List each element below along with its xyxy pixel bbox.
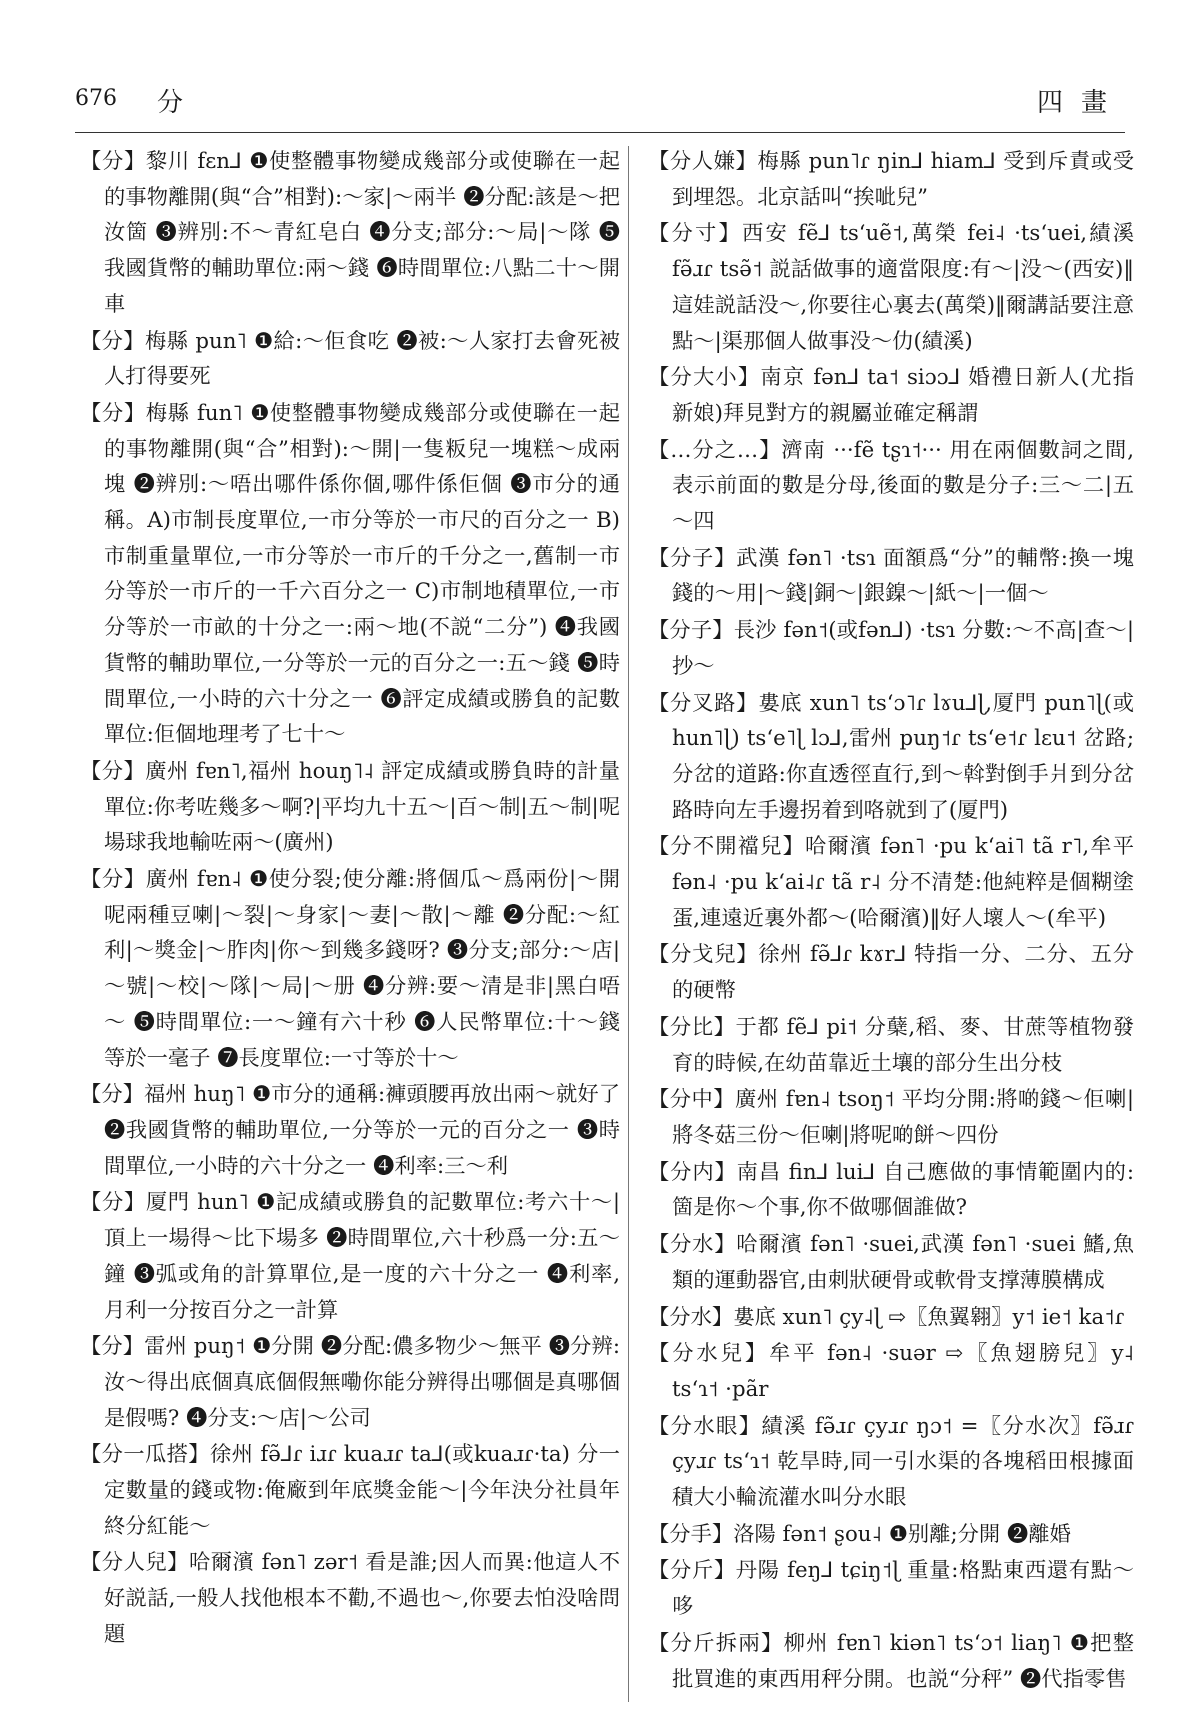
dictionary-entry: 【分水眼】績溪 fə̃ɹɾ çyɹɾ ŋɔ˦ =〖分水次〗fə̃ɹɾ çyɹɾ tsʻɿ˦ 乾旱時,同一引水渠的各塊稻田根據面積大小輪流灌水叫分水眼 <box>648 1413 1134 1511</box>
dictionary-entry: 【分人兒】哈爾濱 fən˥ zər˦ 看是誰;因人而異:他這人不好説話,一般人找他根本不勸,不過也～,你要去怕没啥問題 <box>80 1550 620 1647</box>
page-number: 676 <box>75 86 117 111</box>
dictionary-entry: 【分内】南昌 fin⅃ lui⅃ 自己應做的事情範圍内的:箇是你～个事,你不做哪個誰做? <box>648 1159 1134 1221</box>
dictionary-entry: 【分】梅縣 fun˥ ❶使整體事物變成幾部分或使聯在一起的事物離開(與“合”相對):～開|一隻粄兒一塊糕～成兩塊 ❷辨別:～唔出哪件係你個,哪件係佢個 ❸市分的通稱。A)市制長度單位,一市分等於一市尺的百分之一 B)市制重量單位,一市分等於一市斤的千分之一,舊制一市分等於一市斤的一千六百分之一 C)市制地積單位,一市分等於一市畝的十分之一:兩～地(不説“二分”) ❹我國貨幣的輔助單位,一分等於一元的百分之一:五～錢 ❺時間單位,一小時的六十分之一 ❻評定成績或勝負的記數單位:佢個地理考了七十～ <box>80 400 620 748</box>
dictionary-entry: 【分手】洛陽 fən˦ ʂou˨ ❶别離;分開 ❷離婚 <box>648 1521 1071 1547</box>
right-column <box>648 144 1134 1698</box>
dictionary-entry: 【分】黎川 fɛn⅃ ❶使整體事物變成幾部分或使聯在一起的事物離開(與“合”相對):～家|～兩半 ❷分配:該是～把汝箇 ❸辨別:不～青紅皂白 ❹分支;部分:～局|～隊 ❺我國貨幣的輔助單位:兩～錢 ❻時間單位:八點二十～開車 <box>80 149 620 317</box>
dictionary-entry: 【分人嫌】梅縣 pun˥ɾ ŋin⅃ hiam⅃ 受到斥責或受到埋怨。北京話叫“挨呲兒” <box>648 149 1134 210</box>
dictionary-entry: 【分子】長沙 fən˦(或fən⅃) ·tsɿ 分數:～不高|查～|抄～ <box>648 618 1134 679</box>
dictionary-entry: 【分不開襠兒】哈爾濱 fən˥ ·pu kʻai˥ tã r˥,牟平 fən˨ ·pu kʻai˨ɾ tã r˨ 分不清楚:他純粹是個糊塗蛋,連遠近裏外都～(哈爾濱)‖好人壞人～(牟平) <box>648 834 1134 931</box>
column-divider <box>628 146 629 1702</box>
dictionary-entry: 【分大小】南京 fən⅃ ta˦ siɔɔ⅃ 婚禮日新人(尤指新娘)拜見對方的親屬並確定稱謂 <box>648 365 1134 426</box>
dictionary-entry: 【分】福州 huŋ˥ ❶市分的通稱:褲頭腰再放出兩～就好了 ❷我國貨幣的輔助單位,一分等於一元的百分之一 ❸時間單位,一小時的六十分之一 ❹利率:三～利 <box>80 1082 620 1179</box>
dictionary-entry: 【分戈兒】徐州 fə̃⅃ɾ kɤr⅃ 特指一分、二分、五分的硬幣 <box>648 942 1134 1004</box>
dictionary-entry: 【分水】哈爾濱 fən˥ ·suei,武漢 fən˥ ·suei 鰭,魚類的運動器官,由刺狀硬骨或軟骨支撑薄膜構成 <box>648 1232 1134 1293</box>
dictionary-entry: 【分】廣州 fɐn˨ ❶使分裂;使分離:將個瓜～爲兩份|～開呢兩種豆喇|～裂|～身家|～妻|～散|～離 ❷分配:～紅利|～獎金|～胙肉|你～到幾多錢呀? ❸分支;部分:～店|～號|～校|～隊|～局|～册 ❹分辨:要～清是非|黑白唔～ ❺時間單位:一～鐘有六十秒 ❻人民幣單位:十～錢等於一毫子 ❼長度單位:一寸等於十～ <box>80 867 620 1071</box>
left-column <box>80 144 620 1654</box>
dictionary-entry: 【分比】于都 fẽ⅃ pi˦ 分蘖,稻、麥、甘蔗等植物發育的時候,在幼苗靠近土壤的部分生出分枝 <box>648 1014 1134 1076</box>
dictionary-entry: 【分水】婁底 xun˥ çy˨ɭ ⇨〖魚翼翱〗y˦ ie˦ ka˦ɾ <box>648 1304 1125 1330</box>
dictionary-entry: 【分】厦門 hun˥ ❶記成績或勝負的記數單位:考六十～|頂上一場得～比下場多 ❷時間單位,六十秒爲一分:五～鐘 ❸弧或角的計算單位,是一度的六十分之一 ❹利率,月利一分按百分之一計算 <box>80 1190 620 1323</box>
header-rule <box>75 132 1125 133</box>
dictionary-entry: 【分】雷州 puŋ˦ ❶分開 ❷分配:儂多物少～無平 ❸分辨:汝～得出底個真底個假無嘞你能分辨得出哪個是真哪個是假嗎? ❹分支:～店|～公司 <box>80 1334 620 1431</box>
dictionary-entry: 【分】廣州 fɐn˥,福州 houŋ˥˨ 評定成績或勝負時的計量單位:你考咗幾多～啊?|平均九十五～|百～制|五～制|呢場球我地輸咗兩～(廣州) <box>80 758 620 856</box>
dictionary-entry: 【分】梅縣 pun˥ ❶給:～佢食吃 ❷被:～人家打去會死被人打得要死 <box>80 328 620 390</box>
dictionary-entry: 【分叉路】婁底 xun˥ tsʻɔ˥ɾ lɤu⅃ɭ,厦門 pun˥ɭ(或hun˥ɭ) tsʻe˥ɭ lɔ⅃,雷州 puŋ˦ɾ tsʻe˦ɾ lɛu˦ 岔路;分岔的道路:你直透徑直行,到～斡對倒手爿到分岔路時向左手邊拐着到咯就到了(厦門) <box>648 690 1134 823</box>
dictionary-entry: 【分中】廣州 fɐn˨ tsoŋ˦ 平均分開:將啲錢～佢喇|將冬菇三份～佢喇|將呢啲餅～四份 <box>648 1087 1134 1148</box>
dictionary-entry: 【分一瓜搭】徐州 fə̃⅃ɾ iɹɾ kuaɹɾ ta⅃(或kuaɹɾ·ta) 分一定數量的錢或物:俺廠到年底獎金能～|今年決分社員年終分紅能～ <box>80 1442 620 1539</box>
dictionary-entry: 【分子】武漢 fən˥ ·tsɿ 面額爲“分”的輔幣:換一塊錢的～用|～錢|銅～|銀鎳～|紙～|一個～ <box>648 545 1134 607</box>
head-character: 分 <box>157 88 184 118</box>
dictionary-entry: 【分斤】丹陽 feŋ⅃ tɕiŋ˦ɭ 重量:格點東西還有點～哆 <box>648 1558 1134 1620</box>
dictionary-entry: 【…分之…】濟南 ···fẽ tʂɿ˦··· 用在兩個數詞之間,表示前面的數是分母,後面的數是分子:三～二|五～四 <box>648 437 1134 535</box>
section-title: 四畫 <box>1036 88 1125 118</box>
page-header <box>75 82 1125 122</box>
dictionary-entry: 【分斤拆兩】柳州 fɐn˥ kiən˥ tsʻɔ˦ liaŋ˥ ❶把整批買進的東西用秤分開。也説“分秤” ❷代指零售 <box>648 1630 1134 1692</box>
dictionary-entry: 【分水兒】牟平 fən˨ ·suər ⇨〖魚翅膀兒〗y˨ tsʻɿ˦ ·pãr <box>648 1341 1134 1402</box>
dictionary-entry: 【分寸】西安 fẽ⅃ tsʻuẽ˦,萬榮 fei˨ ·tsʻuei,績溪 fə̃ɹɾ tsə̃˦ 説話做事的適當限度:有～|没～(西安)‖這娃説話没～,你要往心裏去(萬榮)‖爾講話要注意點～|渠那個人做事没～仂(績溪) <box>648 221 1134 354</box>
